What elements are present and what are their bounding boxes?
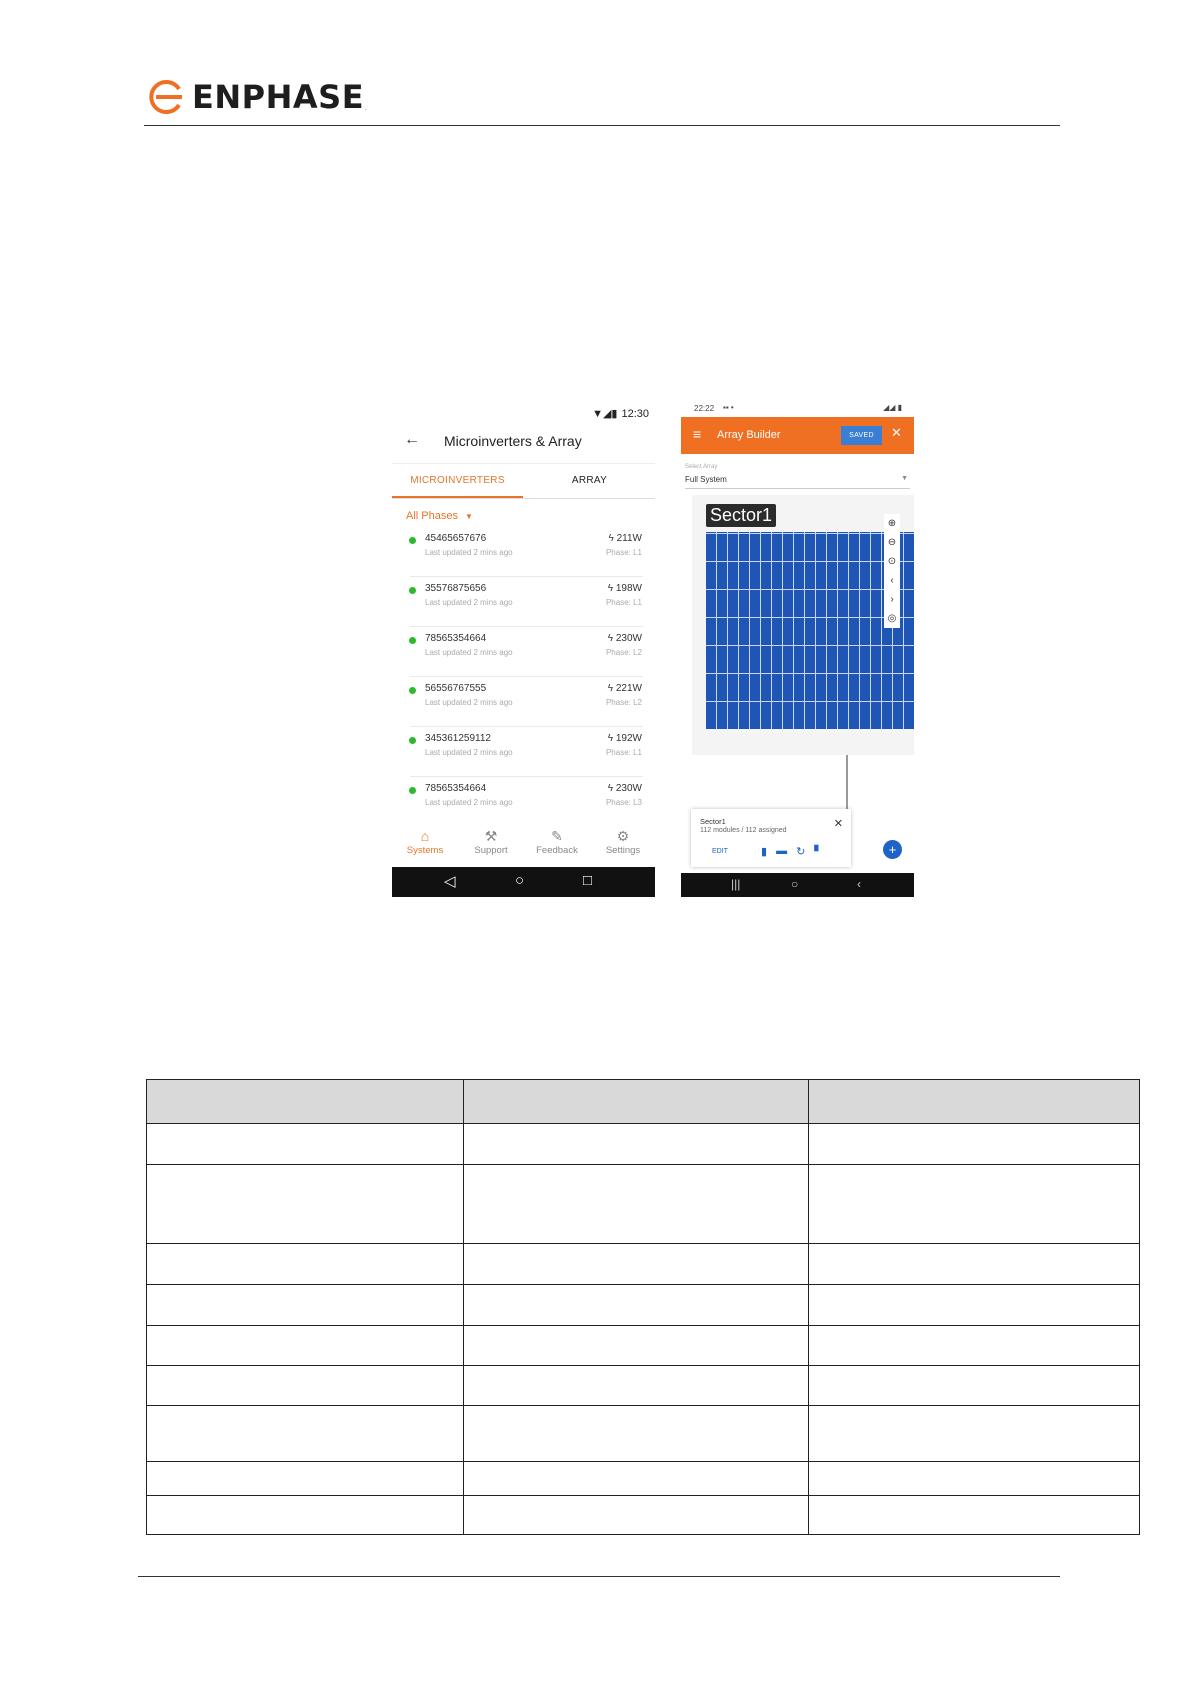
nav-settings-label: Settings: [605, 845, 641, 856]
table-cell: [147, 1285, 464, 1326]
last-updated: Last updated 2 mins ago: [425, 748, 513, 757]
lightning-icon: ϟ: [607, 583, 614, 594]
sector-card-count: 112 modules / 112 assigned: [700, 827, 787, 834]
power-value: [609, 533, 642, 544]
nav-systems[interactable]: [392, 827, 458, 856]
lightning-icon: ϟ: [607, 683, 614, 694]
home-circle-icon[interactable]: ○: [791, 877, 799, 891]
table-header-row: [147, 1080, 1140, 1124]
notification-icons: ▪▪ •: [723, 403, 734, 412]
last-updated: Last updated 2 mins ago: [425, 648, 513, 657]
table-cell: [809, 1406, 1140, 1462]
edit-button[interactable]: EDIT: [712, 848, 728, 855]
gear-icon: ⚙: [616, 828, 630, 844]
table-cell: [464, 1124, 809, 1165]
sector-card: [691, 809, 851, 867]
table-cell: [809, 1165, 1140, 1244]
table-row: [147, 1165, 1140, 1244]
last-updated: Last updated 2 mins ago: [425, 698, 513, 707]
table-row: [147, 1366, 1140, 1406]
table-header-cell: [147, 1080, 464, 1124]
signal-battery-icons: ◢◢ ▮: [883, 403, 902, 412]
back-arrow-icon[interactable]: ←: [404, 431, 420, 448]
phase-value: Phase: L3: [605, 798, 642, 807]
zoom-fit-icon[interactable]: ⊙: [887, 556, 897, 567]
list-item[interactable]: [392, 527, 655, 577]
table-cell: [809, 1496, 1140, 1535]
table-row: [147, 1326, 1140, 1366]
power-text: 198W: [615, 583, 642, 594]
table-cell: [147, 1124, 464, 1165]
close-icon[interactable]: ✕: [833, 818, 843, 830]
brand-reg-mark: .: [365, 106, 367, 112]
sector-actions: [761, 845, 823, 858]
nav-settings[interactable]: [590, 827, 656, 856]
delete-icon[interactable]: ▘: [814, 846, 823, 858]
serial-number: 56556767555: [425, 683, 487, 694]
table-row: [147, 1462, 1140, 1496]
add-fab-button[interactable]: +: [883, 840, 902, 859]
table-cell: [464, 1285, 809, 1326]
serial-number: 35576875656: [425, 583, 487, 594]
table-cell: [809, 1326, 1140, 1366]
table-cell: [809, 1366, 1140, 1406]
table-cell: [809, 1462, 1140, 1496]
status-time: 12:30: [621, 407, 649, 420]
select-array-label: Select Array: [685, 464, 718, 470]
tab-microinverters[interactable]: MICROINVERTERS: [392, 464, 523, 498]
table-cell: [147, 1406, 464, 1462]
header-rule: [144, 125, 1060, 126]
list-item[interactable]: [392, 627, 655, 677]
zoom-in-icon[interactable]: ⊕: [887, 518, 897, 529]
nav-feedback[interactable]: [524, 827, 590, 856]
table-row: [147, 1285, 1140, 1326]
blank-table: [146, 1079, 1140, 1535]
table-cell: [147, 1165, 464, 1244]
status-dot: [409, 587, 416, 594]
status-dot: [409, 637, 416, 644]
table-row: [147, 1124, 1140, 1165]
enphase-logo: [148, 74, 368, 120]
wrench-icon: ⚒: [484, 828, 498, 844]
connector-line: [846, 755, 848, 809]
status-bar: [681, 399, 914, 417]
power-text: 192W: [615, 733, 642, 744]
select-array-value: Full System: [685, 475, 727, 484]
power-value: [608, 683, 642, 694]
serial-number: 78565354664: [425, 633, 487, 644]
table-row: [147, 1406, 1140, 1462]
caret-down-icon: ▼: [465, 512, 473, 521]
status-dot: [409, 537, 416, 544]
table-cell: [464, 1244, 809, 1285]
last-updated: Last updated 2 mins ago: [425, 548, 513, 557]
phase-value: Phase: L1: [605, 548, 642, 557]
list-item[interactable]: [392, 577, 655, 627]
lightning-icon: ϟ: [607, 783, 614, 794]
table-cell: [464, 1165, 809, 1244]
brand-name: ENPHASE: [192, 78, 365, 116]
table-cell: [809, 1244, 1140, 1285]
lightning-icon: ϟ: [607, 633, 614, 644]
table-cell: [464, 1496, 809, 1535]
sector-card-name: Sector1: [700, 817, 726, 826]
table-cell: [147, 1366, 464, 1406]
close-icon[interactable]: ✕: [891, 425, 902, 440]
feedback-icon: ✎: [551, 828, 563, 844]
phase-value: Phase: L2: [605, 648, 642, 657]
status-dot: [409, 687, 416, 694]
chevron-left-icon[interactable]: ‹: [890, 575, 894, 586]
list-item[interactable]: [392, 677, 655, 727]
table-cell: [147, 1462, 464, 1496]
back-triangle-icon[interactable]: ◁: [444, 873, 456, 890]
microinverters-screenshot: [392, 399, 655, 897]
screen-title: Microinverters & Array: [444, 433, 582, 449]
table-row: [147, 1496, 1140, 1535]
tab-array[interactable]: ARRAY: [571, 475, 608, 486]
table-cell: [464, 1406, 809, 1462]
enphase-logo-icon: [148, 79, 184, 115]
lightning-icon: ϟ: [607, 733, 614, 744]
phase-filter-dropdown[interactable]: [406, 510, 473, 522]
module-grid[interactable]: [706, 532, 914, 729]
serial-number: 345361259112: [425, 733, 491, 744]
chevron-right-icon[interactable]: ›: [890, 594, 894, 605]
lightning-icon: ϟ: [608, 533, 614, 544]
zoom-toolbar: [884, 514, 900, 628]
table-header-cell: [464, 1080, 809, 1124]
saved-button[interactable]: SAVED: [841, 426, 882, 445]
power-value: [608, 733, 642, 744]
table-cell: [464, 1366, 809, 1406]
table-cell: [147, 1244, 464, 1285]
table-cell: [809, 1285, 1140, 1326]
zoom-out-icon[interactable]: ⊖: [887, 537, 897, 548]
rotate-icon[interactable]: ↻: [796, 846, 806, 858]
list-item[interactable]: [392, 777, 655, 827]
power-value: [608, 633, 642, 644]
recents-lines-icon[interactable]: |||: [731, 877, 741, 891]
power-value: [608, 583, 642, 594]
array-builder-screenshot: [681, 399, 914, 897]
home-circle-icon[interactable]: ○: [515, 872, 525, 889]
app-bar: [681, 417, 914, 454]
status-time: 22:22: [694, 404, 715, 413]
nav-systems-label: Systems: [406, 845, 444, 856]
caret-down-icon: ▼: [901, 475, 908, 482]
footer-rule: [138, 1576, 1060, 1577]
screen-title: Array Builder: [717, 429, 781, 441]
table-cell: [147, 1496, 464, 1535]
phase-value: Phase: L1: [605, 748, 642, 757]
table-cell: [464, 1462, 809, 1496]
phase-filter-label: All Phases: [406, 510, 458, 522]
list-item[interactable]: [392, 727, 655, 777]
power-text: 230W: [615, 783, 642, 794]
menu-icon[interactable]: ≡: [693, 426, 702, 442]
recents-square-icon[interactable]: □: [583, 872, 593, 889]
nav-feedback-label: Feedback: [536, 845, 578, 856]
serial-number: 78565354664: [425, 783, 487, 794]
table-header-cell: [809, 1080, 1140, 1124]
table-row: [147, 1244, 1140, 1285]
wifi-icon: ▼◢▮: [592, 408, 618, 420]
power-text: 230W: [615, 633, 642, 644]
sector-label: Sector1: [706, 504, 776, 527]
phase-value: Phase: L1: [605, 598, 642, 607]
status-dot: [409, 737, 416, 744]
add-module-icon[interactable]: ▮: [761, 846, 768, 858]
phase-value: Phase: L2: [605, 698, 642, 707]
select-array-dropdown[interactable]: [685, 475, 910, 489]
power-text: 211W: [616, 533, 642, 544]
status-bar: [592, 407, 649, 420]
focus-icon[interactable]: ◎: [887, 613, 897, 624]
bottom-nav: [392, 827, 655, 867]
last-updated: Last updated 2 mins ago: [425, 798, 513, 807]
table-cell: [809, 1124, 1140, 1165]
move-icon[interactable]: ▬: [776, 845, 788, 857]
serial-number: 45465657676: [425, 533, 487, 544]
power-value: [608, 783, 642, 794]
home-icon: ⌂: [420, 828, 430, 844]
tab-bar: [392, 463, 655, 499]
power-text: 221W: [615, 683, 642, 694]
android-nav-bar: [392, 867, 655, 897]
nav-support[interactable]: [458, 827, 524, 856]
table-cell: [464, 1326, 809, 1366]
status-dot: [409, 787, 416, 794]
back-chevron-icon[interactable]: ‹: [857, 877, 861, 891]
nav-support-label: Support: [474, 845, 508, 856]
table-cell: [147, 1326, 464, 1366]
android-nav-bar: [681, 873, 914, 897]
last-updated: Last updated 2 mins ago: [425, 598, 513, 607]
